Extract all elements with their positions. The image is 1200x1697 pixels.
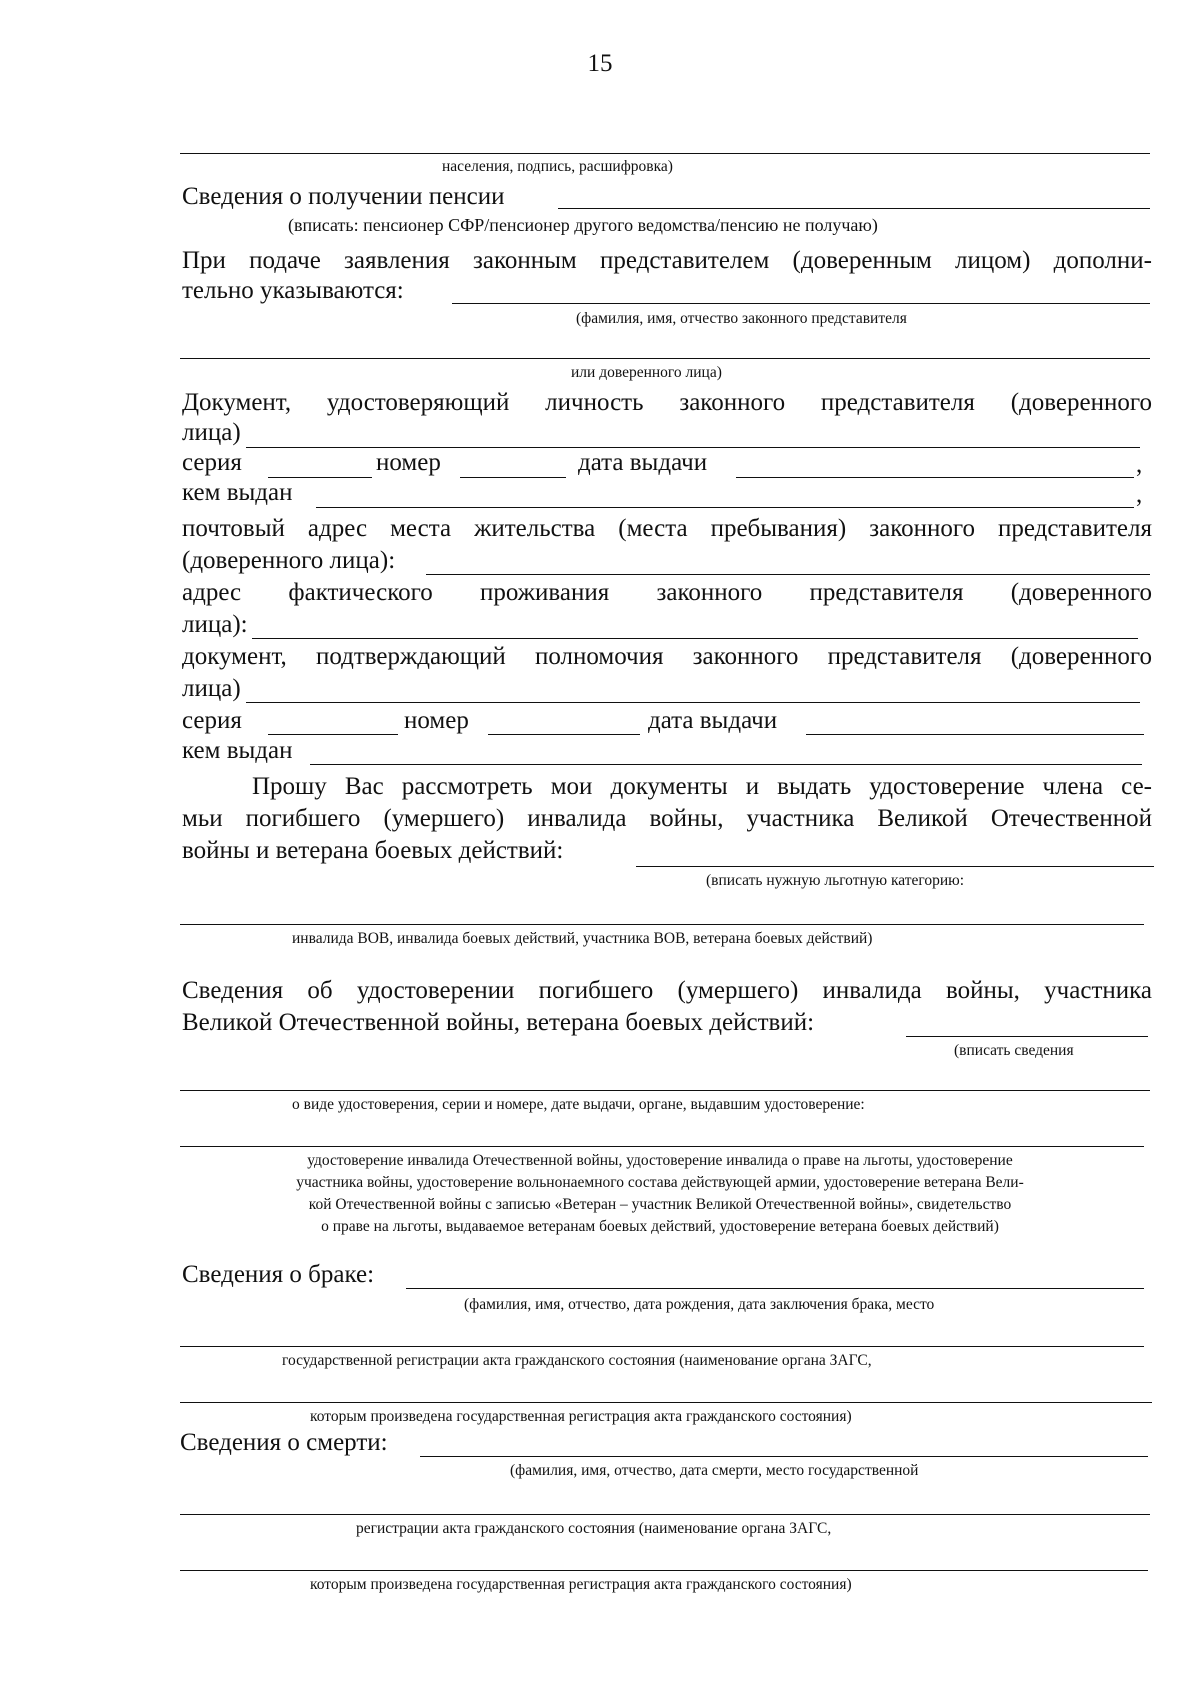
authority-document-line1: документ, подтверждающий полномочия законного представителя (доверенного: [182, 643, 1152, 670]
certificate-hint3-line1: удостоверение инвалида Отечественной войны, удостоверение инвалида о праве на льготы, удостоверение: [307, 1152, 1013, 1169]
request-hint1: (вписать нужную льготную категорию:: [706, 872, 965, 889]
death-hint1: (фамилия, имя, отчество, дата смерти, место государственной: [510, 1462, 919, 1479]
issued-by-label-2: кем выдан: [182, 737, 293, 764]
certificate-hint3-line2: участника войны, удостоверение вольнонаемного состава действующей армии, удостоверение ветерана Вели-: [296, 1174, 1024, 1191]
certificate-field-3[interactable]: [180, 1146, 1144, 1147]
representative-intro-line2: тельно указываются:: [182, 277, 404, 304]
death-field-2[interactable]: [180, 1514, 1150, 1515]
representative-intro-line1: При подаче заявления законным представителем (доверенным лицом) дополни-: [182, 247, 1152, 274]
request-line3: войны и ветерана боевых действий:: [182, 837, 564, 864]
certificate-hint2: о виде удостоверения, серии и номере, дате выдачи, органе, выдавшим удостоверение:: [292, 1096, 865, 1113]
death-hint3: которым произведена государственная регистрация акта гражданского состояния): [310, 1576, 852, 1593]
certificate-hint3-line3: кой Отечественной войны с записью «Ветеран – участник Великой Отечественной войны», свидетельство: [308, 1196, 1012, 1213]
representative-hint1: (фамилия, имя, отчество законного представителя: [576, 310, 907, 327]
top-fill-line[interactable]: [180, 153, 1150, 154]
issue-date-comma: ,: [1136, 451, 1143, 478]
certificate-field[interactable]: [906, 1036, 1148, 1037]
death-field-3[interactable]: [180, 1570, 1148, 1571]
certificate-line2: Великой Отечественной войны, ветерана боевых действий:: [182, 1009, 815, 1036]
authority-document-field[interactable]: [246, 702, 1140, 703]
top-caption: населения, подпись, расшифровка): [442, 158, 673, 175]
pension-label: Сведения о получении пенсии: [182, 183, 505, 210]
marriage-hint1: (фамилия, имя, отчество, дата рождения, дата заключения брака, место: [464, 1296, 935, 1313]
request-line1: Прошу Вас рассмотреть мои документы и выдать удостоверение члена се-: [252, 773, 1152, 800]
page-number: 15: [587, 50, 613, 77]
series-label-2: серия: [182, 707, 242, 734]
issued-by-comma: ,: [1136, 481, 1143, 508]
actual-address-field[interactable]: [252, 638, 1138, 639]
issued-by-label: кем выдан: [182, 479, 293, 506]
postal-address-line2: (доверенного лица):: [182, 547, 396, 574]
certificate-line1: Сведения об удостоверении погибшего (умершего) инвалида войны, участника: [182, 977, 1152, 1004]
id-document-line1: Документ, удостоверяющий личность законного представителя (доверенного: [182, 389, 1152, 416]
representative-name-fill-line2[interactable]: [180, 358, 1150, 359]
marriage-field[interactable]: [406, 1288, 1144, 1289]
issue-date-label-2: дата выдачи: [648, 707, 778, 734]
marriage-hint3: которым произведена государственная регистрация акта гражданского состояния): [310, 1408, 852, 1425]
issue-date-label: дата выдачи: [578, 449, 708, 476]
issue-date-field[interactable]: [736, 477, 1134, 478]
death-field[interactable]: [420, 1456, 1148, 1457]
marriage-hint2: государственной регистрации акта гражданского состояния (наименование органа ЗАГС,: [282, 1352, 872, 1369]
actual-address-line2: лица):: [182, 611, 248, 638]
representative-name-fill-line[interactable]: [452, 303, 1150, 304]
number-label: номер: [376, 449, 441, 476]
certificate-field-2[interactable]: [180, 1090, 1150, 1091]
request-category-field-2[interactable]: [180, 924, 1144, 925]
series-field-2[interactable]: [268, 734, 398, 735]
request-category-field[interactable]: [636, 866, 1154, 867]
postal-address-line1: почтовый адрес места жительства (места пребывания) законного представителя: [182, 515, 1152, 542]
pension-fill-line[interactable]: [558, 208, 1150, 209]
representative-hint2: или доверенного лица): [571, 364, 722, 381]
issue-date-field-2[interactable]: [806, 734, 1144, 735]
marriage-label: Сведения о браке:: [182, 1261, 375, 1288]
certificate-hint1: (вписать сведения: [954, 1042, 1074, 1059]
pension-hint: (вписать: пенсионер СФР/пенсионер другого ведомства/пенсию не получаю): [288, 215, 878, 235]
issued-by-field[interactable]: [316, 507, 1134, 508]
marriage-field-2[interactable]: [180, 1346, 1144, 1347]
authority-document-line2: лица): [182, 675, 241, 702]
issued-by-field-2[interactable]: [310, 764, 1142, 765]
id-document-line2: лица): [182, 419, 241, 446]
actual-address-line1: адрес фактического проживания законного представителя (доверенного: [182, 579, 1152, 606]
number-label-2: номер: [404, 707, 469, 734]
postal-address-field[interactable]: [426, 574, 1150, 575]
marriage-field-3[interactable]: [180, 1402, 1152, 1403]
request-hint2: инвалида ВОВ, инвалида боевых действий, участника ВОВ, ветерана боевых действий): [292, 930, 873, 947]
number-field-2[interactable]: [488, 734, 640, 735]
death-label: Сведения о смерти:: [180, 1429, 388, 1456]
series-label: серия: [182, 449, 242, 476]
death-hint2: регистрации акта гражданского состояния (наименование органа ЗАГС,: [356, 1520, 832, 1537]
request-line2: мьи погибшего (умершего) инвалида войны, участника Великой Отечественной: [182, 805, 1152, 832]
number-field[interactable]: [460, 477, 566, 478]
certificate-hint3-line4: о праве на льготы, выдаваемое ветеранам боевых действий, удостоверение ветерана боевых действий): [321, 1218, 999, 1235]
